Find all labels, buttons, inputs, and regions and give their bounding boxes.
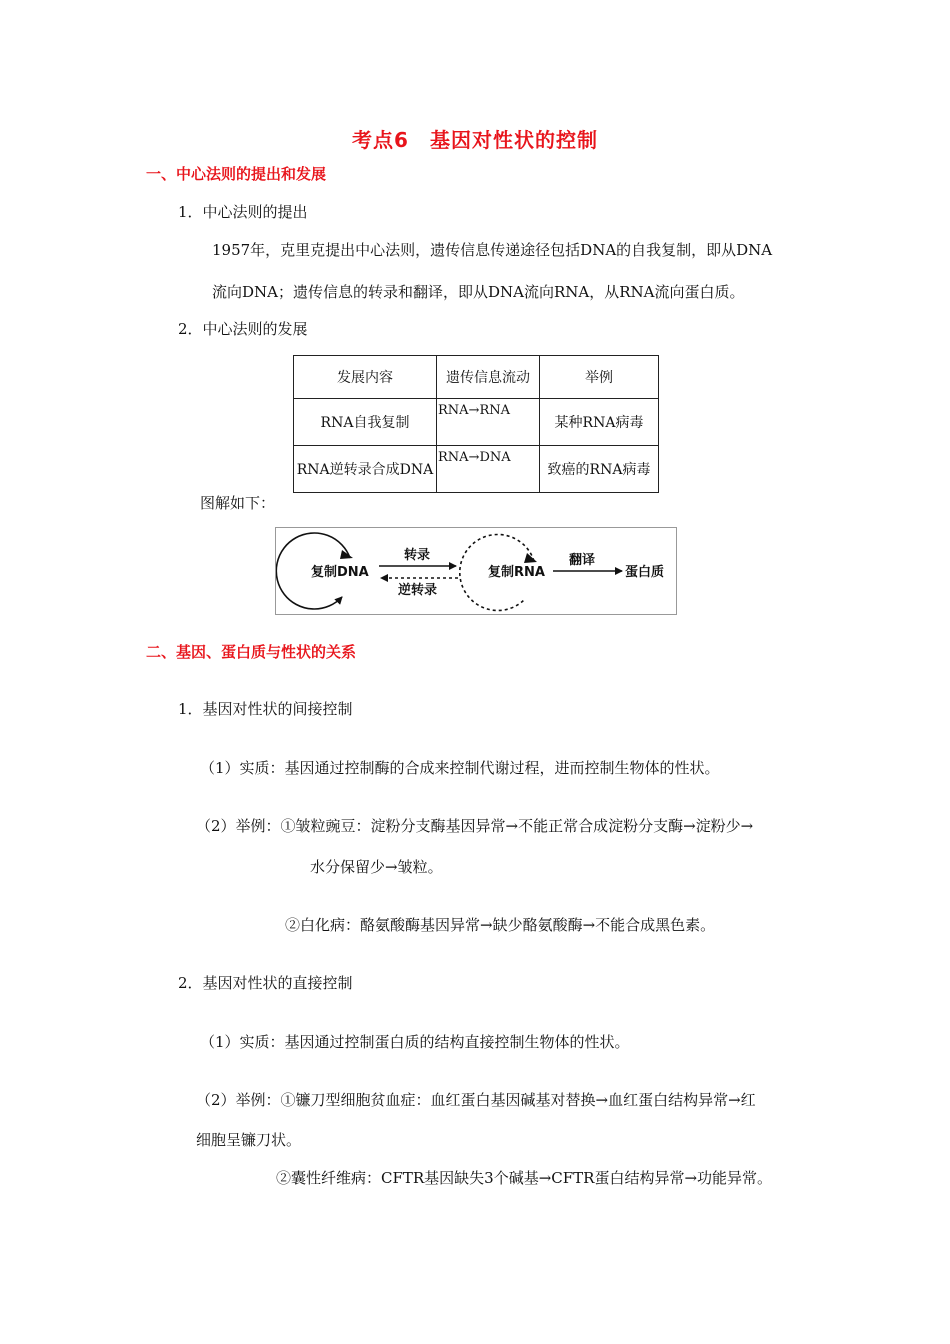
- table-cell: 致癌的RNA病毒: [540, 446, 659, 493]
- section2-sub1: 1．基因对性状的间接控制: [178, 700, 353, 718]
- transcription-label: 转录: [404, 548, 431, 563]
- section2-sub1-example-line2: 水分保留少→皱粒。: [310, 858, 443, 876]
- section2-sub2: 2．基因对性状的直接控制: [178, 974, 353, 992]
- section2-sub2-example-line1: （2）举例：①镰刀型细胞贫血症：血红蛋白基因碱基对替换→血红蛋白结构异常→红: [196, 1091, 756, 1109]
- section2-sub2-example-line2: 细胞呈镰刀状。: [196, 1131, 302, 1149]
- reverse-transcription-label: 逆转录: [398, 583, 438, 598]
- section2-heading: 二、基因、蛋白质与性状的关系: [146, 643, 357, 661]
- section1-heading: 一、中心法则的提出和发展: [146, 165, 327, 183]
- table-header-cell: 发展内容: [294, 356, 437, 399]
- central-dogma-svg: [276, 528, 676, 614]
- development-table: [293, 355, 659, 493]
- section1-sub2: 2．中心法则的发展: [178, 320, 308, 338]
- central-dogma-diagram: [275, 527, 677, 615]
- section2-sub1-example-line1: （2）举例：①皱粒豌豆：淀粉分支酶基因异常→不能正常合成淀粉分支酶→淀粉少→: [196, 817, 754, 835]
- table-cell: 某种RNA病毒: [540, 399, 659, 446]
- table-row: [294, 446, 659, 493]
- translation-label: 翻译: [569, 553, 596, 568]
- section1-para-line1: 1957年，克里克提出中心法则，遗传信息传递途径包括DNA的自我复制，即从DNA: [212, 241, 773, 259]
- section2-sub2-essence: （1）实质：基因通过控制蛋白质的结构直接控制生物体的性状。: [200, 1033, 630, 1051]
- section1-sub1: 1．中心法则的提出: [178, 203, 308, 221]
- section2-sub1-essence: （1）实质：基因通过控制酶的合成来控制代谢过程，进而控制生物体的性状。: [200, 759, 720, 777]
- table-cell: RNA自我复制: [294, 399, 437, 446]
- section1-para-line2: 流向DNA；遗传信息的转录和翻译，即从DNA流向RNA，从RNA流向蛋白质。: [212, 283, 745, 301]
- table-cell: RNA→DNA: [437, 446, 540, 493]
- node-rna: 复制RNA: [488, 565, 545, 580]
- table-header-cell: 遗传信息流动: [437, 356, 540, 399]
- node-dna: 复制DNA: [311, 565, 369, 580]
- page-title: 考点6 基因对性状的控制: [352, 128, 598, 152]
- table-header-cell: 举例: [540, 356, 659, 399]
- table-cell: RNA→RNA: [437, 399, 540, 446]
- node-protein: 蛋白质: [625, 565, 665, 580]
- table-row: [294, 399, 659, 446]
- table-header-row: [294, 356, 659, 399]
- section2-sub1-example2: ②白化病：酪氨酸酶基因异常→缺少酪氨酸酶→不能合成黑色素。: [285, 916, 716, 934]
- diagram-intro: 图解如下：: [200, 494, 276, 512]
- table-cell: RNA逆转录合成DNA: [294, 446, 437, 493]
- section2-sub2-example2: ②囊性纤维病：CFTR基因缺失3个碱基→CFTR蛋白结构异常→功能异常。: [276, 1169, 773, 1187]
